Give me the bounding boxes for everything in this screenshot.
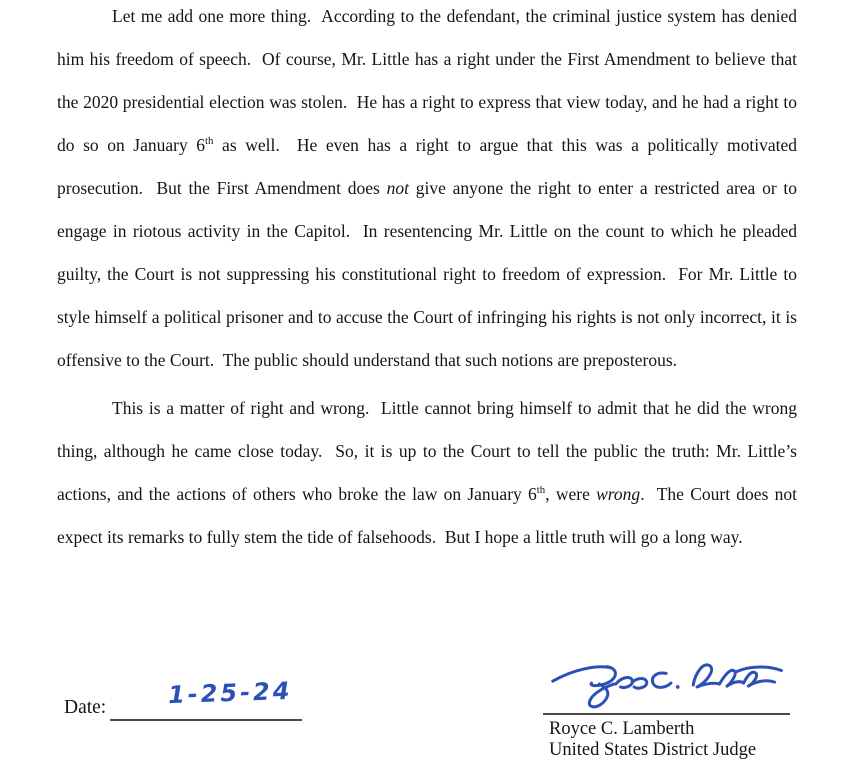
signature-underline (543, 713, 790, 715)
date-label: Date: (64, 697, 107, 718)
body-paragraph-1: Let me add one more thing. According to the defendant, the criminal justice system has denied him his freedom of speech. Of course, Mr. Little has a right under the First Amendment to believe that the 2020 presidential election was stolen. He has a right to express that view today, and he had a right to do so on January 6th as well. He even has a right to argue that this was a politically motivated prosecution. But the First Amendment does not give anyone the right to enter a restricted area or to engage in riotous activity in the Capitol. In resentencing Mr. Little on the count to which he pleaded guilty, the Court is not suppressing his constitutional right to freedom of expression. For Mr. Little to style himself a political prisoner and to accuse the Court of infringing his rights is not only incorrect, it is offensive to the Court. The public should understand that such notions are preposterous. (57, 6, 802, 370)
date-underline (110, 676, 302, 721)
body-paragraph-2: This is a matter of right and wrong. Little cannot bring himself to admit that he did the wrong thing, although he came close today. So, it is up to the Court to tell the public the truth: Mr. Little’s actions, and the actions of others who broke the law on January 6th, were wrong. The Court does not expect its remarks to fully stem the tide of falsehoods. But I hope a little truth will go a long way. (57, 398, 802, 547)
judge-signature-handwriting (545, 655, 793, 717)
signer-name: Royce C. Lamberth (549, 719, 695, 739)
document-body (57, 0, 802, 559)
handwritten-date: 1-25-24 (167, 676, 294, 710)
date-row (64, 676, 302, 721)
signer-title: United States District Judge (549, 740, 757, 760)
